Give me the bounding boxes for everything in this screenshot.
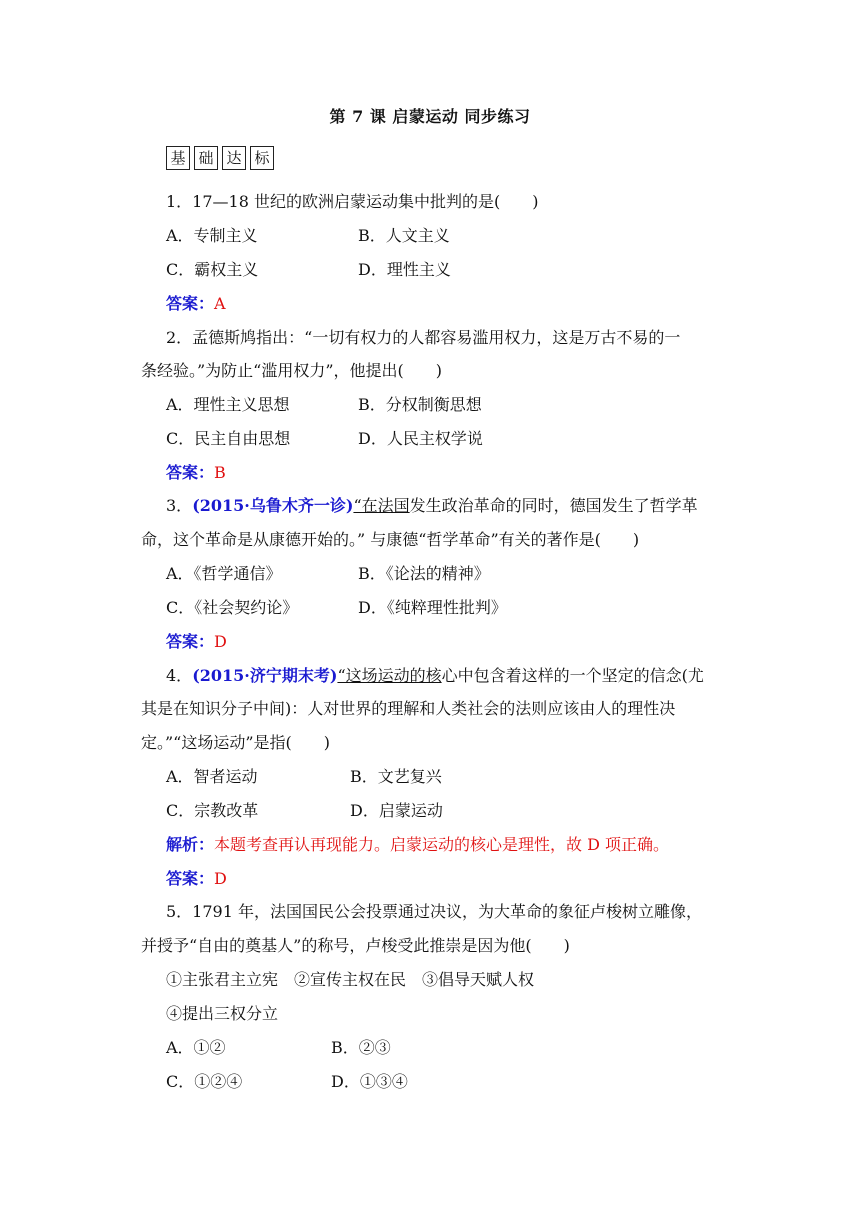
q4-answer <box>166 869 227 889</box>
q3-option-c: C．《社会契约论》 <box>166 598 299 617</box>
q1-answer <box>166 294 226 314</box>
answer-value: D <box>214 869 227 888</box>
q5-items-line2: ④提出三权分立 <box>166 1004 279 1023</box>
q2-stem-line2: 条经验。”为防止“滥用权力”，他提出( ) <box>141 361 443 380</box>
q4-stem-line2: 其是在知识分子中间)：人对世界的理解和人类社会的法则应该由人的理性决 <box>141 699 676 718</box>
stem-text: 发生政治革命的同时，德国发生了哲学革 <box>409 496 698 515</box>
q2-answer <box>166 463 226 483</box>
q1-option-b: B．人文主义 <box>358 226 450 245</box>
q2-option-c: C．民主自由思想 <box>166 429 291 448</box>
question-source: (2015·济宁期末考) <box>192 666 338 685</box>
q5-stem-line2: 并授予“自由的奠基人”的称号，卢梭受此推崇是因为他( ) <box>141 936 570 955</box>
stem-text: 心中包含着这样的一个坚定的信念(尤 <box>441 666 704 685</box>
q2-option-a: A．理性主义思想 <box>166 395 290 414</box>
q4-option-c: C．宗教改革 <box>166 801 259 820</box>
q3-option-a: A．《哲学通信》 <box>166 564 282 583</box>
question-number: 4． <box>166 666 193 685</box>
question-source: (2015·乌鲁木齐一诊) <box>192 496 354 515</box>
answer-label: 答案： <box>166 869 215 888</box>
answer-value: D <box>214 632 227 651</box>
tag-char: 标 <box>250 146 274 170</box>
q5-option-b: B．②③ <box>331 1038 391 1057</box>
q1-option-a: A．专制主义 <box>166 226 258 245</box>
q4-option-a: A．智者运动 <box>166 767 258 786</box>
q5-option-d: D．①③④ <box>331 1072 408 1091</box>
q1-option-c: C．霸权主义 <box>166 260 259 279</box>
q4-stem-line1 <box>166 666 704 686</box>
explanation-text: 本题考查再认再现能力。启蒙运动的核心是理性，故 D 项正确。 <box>214 835 670 854</box>
section-tag <box>166 146 278 170</box>
answer-value: A <box>214 294 226 313</box>
tag-char: 础 <box>194 146 218 170</box>
explanation-label: 解析： <box>166 835 215 854</box>
tag-char: 达 <box>222 146 246 170</box>
question-number: 3． <box>166 496 193 515</box>
page-title: 第 7 课 启蒙运动 同步练习 <box>329 107 531 126</box>
q3-stem-line2: 命，这个革命是从康德开始的。” 与康德“哲学革命”有关的著作是( ) <box>141 530 640 549</box>
q5-items-line1: ①主张君主立宪 ②宣传主权在民 ③倡导天赋人权 <box>166 970 535 989</box>
q2-option-d: D．人民主权学说 <box>358 429 483 448</box>
q2-option-b: B．分权制衡思想 <box>358 395 482 414</box>
answer-label: 答案： <box>166 632 215 651</box>
q3-stem-line1 <box>166 496 698 516</box>
q3-option-d: D．《纯粹理性批判》 <box>358 598 507 617</box>
q5-stem-line1: 5．1791 年，法国国民公会投票通过决议，为大革命的象征卢梭树立雕像， <box>166 902 702 921</box>
q5-option-c: C．①②④ <box>166 1072 243 1091</box>
q4-explanation <box>166 835 669 855</box>
q1-stem: 1．17—18 世纪的欧洲启蒙运动集中批判的是( ) <box>166 192 539 211</box>
q2-stem-line1: 2．孟德斯鸠指出：“一切有权力的人都容易滥用权力，这是万古不易的一 <box>166 328 681 347</box>
answer-label: 答案： <box>166 294 215 313</box>
underlined-text: “在法国 <box>353 496 410 515</box>
q3-answer <box>166 632 227 652</box>
q4-option-b: B．文艺复兴 <box>350 767 442 786</box>
answer-label: 答案： <box>166 463 215 482</box>
q5-option-a: A．①② <box>166 1038 226 1057</box>
q3-option-b: B．《论法的精神》 <box>358 564 490 583</box>
q4-option-d: D．启蒙运动 <box>350 801 443 820</box>
tag-char: 基 <box>166 146 190 170</box>
q1-option-d: D．理性主义 <box>358 260 451 279</box>
answer-value: B <box>214 463 226 482</box>
underlined-text: “这场运动的核 <box>337 666 442 685</box>
q4-stem-line3: 定。”“这场运动”是指( ) <box>141 733 331 752</box>
